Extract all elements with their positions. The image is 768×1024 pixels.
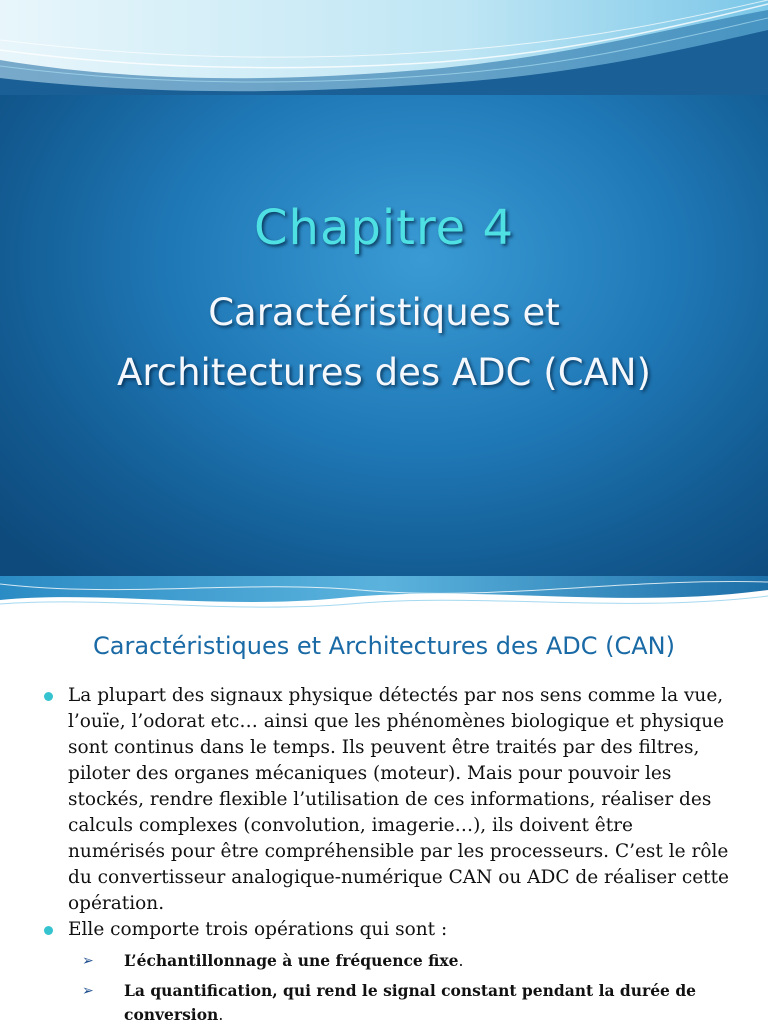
content-slide: [0, 576, 768, 1024]
subtitle-line-1: Caractéristiques et: [208, 291, 560, 334]
wave-decoration: [0, 576, 768, 616]
list-item: [42, 949, 732, 973]
sub-bullet-punct: .: [218, 1006, 224, 1024]
bullet-list: [42, 683, 732, 1024]
bullet-text: La plupart des signaux physique détectés par nos sens comme la vue, l’ouïe, l’odorat etc… ainsi que les phénomènes biologique et physique sont continus dans le temps. Ils peuvent être traités par des filtres, piloter des organes mécaniques (moteur). Mais pour pouvoir les stockés, rendre flexible l’utilisation de ces informations, réaliser des calculs complexes (convolution, imagerie…), ils doivent être numérisés pour être compréhensible par les processeurs. C’est le rôle du convertisseur analogique-numérique CAN ou ADC de réaliser cette opération.: [68, 685, 729, 914]
subtitle-line-2: Architectures des ADC (CAN): [117, 351, 651, 394]
chapter-subtitle: [30, 283, 738, 403]
list-item: [42, 979, 732, 1024]
arrow-bullet-icon: ➢: [82, 983, 94, 999]
arrow-bullet-icon: ➢: [82, 953, 94, 969]
slide-title: Caractéristiques et Architectures des ADC (CAN): [92, 632, 675, 660]
chapter-title: Chapitre 4: [254, 200, 514, 256]
sub-bullet-text: La quantification, qui rend le signal constant pendant la durée de conversion: [124, 981, 697, 1024]
circle-bullet-icon: [44, 692, 53, 701]
list-item: [42, 917, 732, 943]
sub-bullet-text: L’échantillonnage à une fréquence fixe: [124, 951, 459, 970]
wave-decoration: [0, 0, 768, 95]
list-item: [42, 683, 732, 917]
circle-bullet-icon: [44, 926, 53, 935]
bullet-text: Elle comporte trois opérations qui sont :: [68, 919, 448, 940]
sub-bullet-punct: .: [458, 952, 464, 970]
